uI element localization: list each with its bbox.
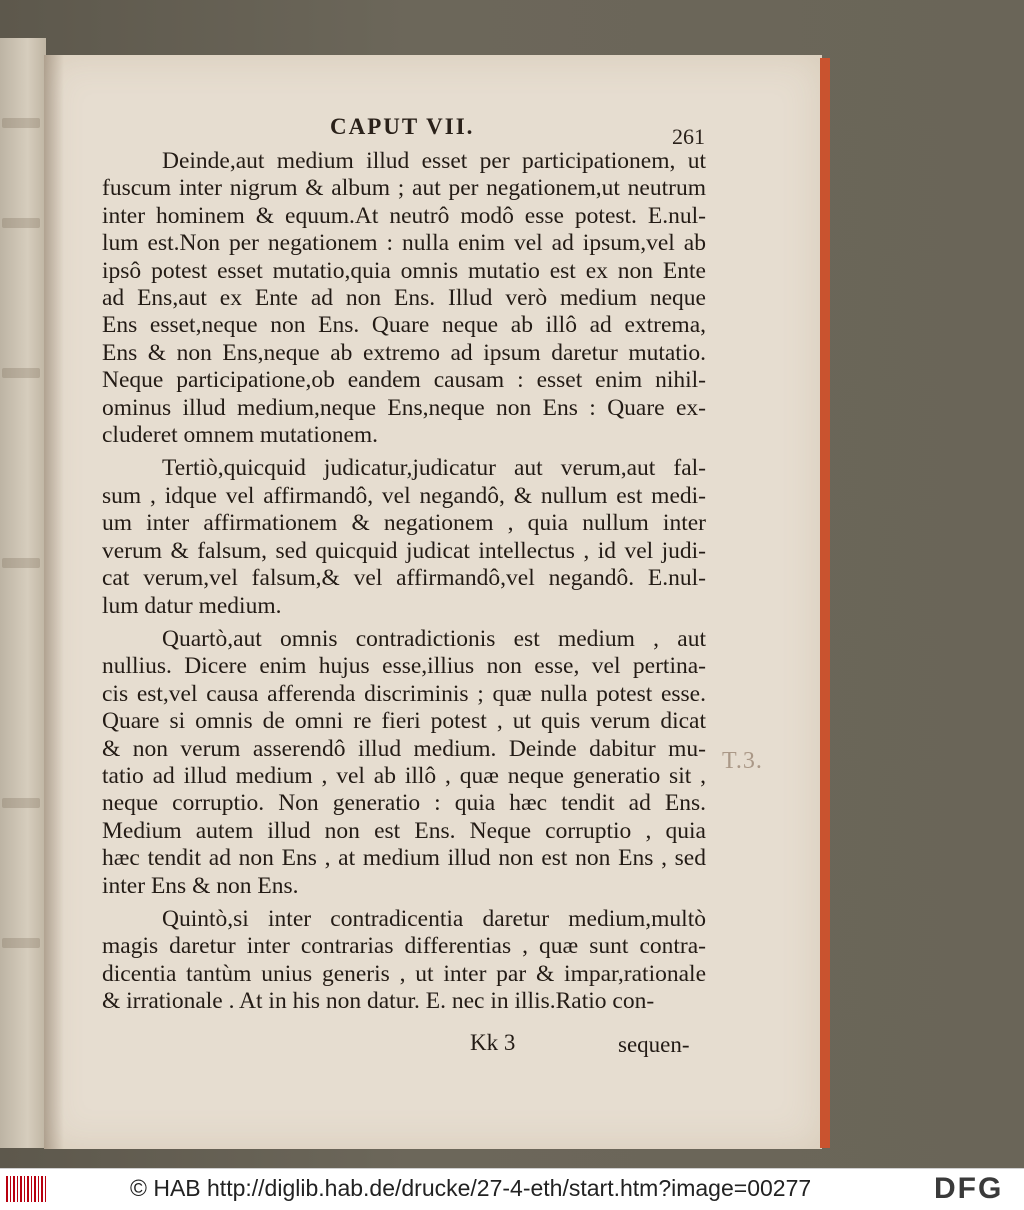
text-line: Quare si omnis de omni re fieri potest , ut quis verum dicat: [102, 708, 706, 735]
text-line: neque corruptio. Non generatio : quia hæc tendit ad Ens.: [102, 790, 706, 817]
facing-page-text-ghost: [2, 368, 40, 378]
text-line: inter hominem & equum.At neutrô modô esse potest. E.nul-: [102, 202, 706, 229]
text-line: Ens & non Ens,neque ab extremo ad ipsum daretur mutatio.: [102, 339, 706, 366]
facing-page-text-ghost: [2, 798, 40, 808]
text-line: & non verum asserendô illud medium. Deinde dabitur mu-: [102, 735, 706, 762]
text-line: tatio ad illud medium , vel ab illô , quæ neque generatio sit ,: [102, 762, 706, 789]
text-line: cluderet omnem mutationem.: [102, 422, 379, 449]
body-text: [102, 148, 706, 1016]
text-line: lum datur medium.: [102, 592, 282, 619]
text-line: & irrationale . At in his non datur. E. nec in illis.Ratio con-: [102, 988, 655, 1015]
dfg-logo: DFG: [934, 1172, 1004, 1205]
page-number: 261: [672, 124, 705, 149]
text-line: inter Ens & non Ens.: [102, 872, 299, 899]
library-logo-icon: [6, 1176, 48, 1202]
text-line: Quintò,si inter contradicentia daretur medium,multò: [162, 905, 706, 932]
text-line: nullius. Dicere enim hujus esse,illius non esse, vel pertina-: [102, 653, 706, 680]
text-line: ipsô potest esset mutatio,quia omnis mutatio est ex non Ente: [102, 257, 706, 284]
text-line: verum & falsum, sed quicquid judicat intellectus , id vel judi-: [102, 537, 706, 564]
text-line: Deinde,aut medium illud esset per participationem, ut: [162, 148, 706, 174]
signature-mark: Kk 3: [470, 1030, 516, 1055]
facing-page-text-ghost: [2, 938, 40, 948]
text-line: ad Ens,aut ex Ente ad non Ens. Illud verò medium neque: [102, 285, 706, 312]
catchword: sequen-: [618, 1032, 690, 1057]
text-line: sum , idque vel affirmandô, vel negandô, & nullum est medi-: [102, 482, 706, 509]
text-line: Medium autem illud non est Ens. Neque corruptio , quia: [102, 817, 706, 844]
viewer-footer: [0, 1168, 1024, 1210]
text-line: Ens esset,neque non Ens. Quare neque ab illô ad extrema,: [102, 312, 706, 339]
text-line: Neque participatione,ob eandem causam : esset enim nihil-: [102, 367, 706, 394]
source-url[interactable]: © HAB http://diglib.hab.de/drucke/27-4-eth/start.htm?image=00277: [130, 1175, 812, 1201]
text-line: cat verum,vel falsum,& vel affirmandô,vel negandô. E.nul-: [102, 565, 706, 592]
text-line: Tertiò,quicquid judicatur,judicatur aut verum,aut fal-: [162, 455, 706, 482]
running-head: CAPUT VII.: [330, 114, 475, 139]
page-edge-red: [820, 58, 830, 1148]
text-line: um inter affirmationem & negationem , quia nullum inter: [102, 510, 706, 537]
gutter-shadow: [44, 55, 64, 1149]
facing-page-text-ghost: [2, 218, 40, 228]
text-line: hæc tendit ad non Ens , at medium illud non est non Ens , sed: [102, 845, 706, 872]
margin-note: T.3.: [722, 748, 763, 774]
facing-page-edge: [0, 38, 46, 1148]
facing-page-text-ghost: [2, 118, 40, 128]
text-line: magis daretur inter contrarias differentias , quæ sunt contra-: [102, 933, 706, 960]
text-line: cis est,vel causa afferenda discriminis ; quæ nulla potest esse.: [102, 680, 706, 707]
text-line: Quartò,aut omnis contradictionis est medium , aut: [162, 625, 706, 652]
text-line: dicentia tantùm unius generis , ut inter par & impar,rationale: [102, 960, 706, 987]
text-line: lum est.Non per negationem : nulla enim vel ad ipsum,vel ab: [102, 230, 706, 257]
facing-page-text-ghost: [2, 558, 40, 568]
text-line: fuscum inter nigrum & album ; aut per negationem,ut neutrum: [102, 175, 706, 202]
text-line: ominus illud medium,neque Ens,neque non Ens : Quare ex-: [102, 394, 706, 421]
